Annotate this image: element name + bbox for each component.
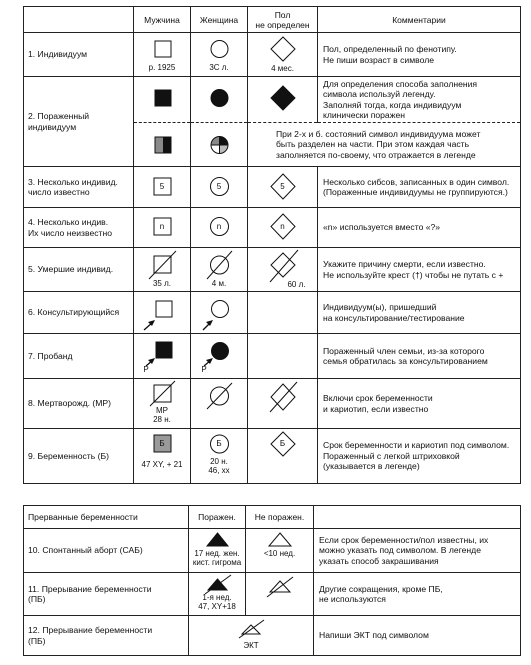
female-symbol-cell [191,167,248,208]
symbol-caption: 1-я нед. 47, XY+18 [198,593,236,611]
quartered-circle-icon [191,123,248,167]
unknown-symbol-cell [248,334,318,379]
row-comment: Другие сокращения, кроме ПБ, не используются [314,573,521,616]
row-comment: При 2-х и б. состояний символ индивидуума может быть разделен на части. При этом каждая часть заполняется по-своему, что отражается в легенде [248,123,521,167]
stillbirth-circle-icon [191,379,248,429]
symbol-letter: Б [279,439,286,448]
unknown-symbol-cell [248,77,318,123]
row-label: 5. Умершие индивид. [24,248,134,292]
filled-circle-icon [191,77,248,123]
header-comments: Комментарии [318,7,521,33]
header-affected: Поражен. [189,506,246,529]
unknown-symbol-cell [248,248,318,292]
proband-letter: P [201,365,207,374]
table-row [24,616,521,656]
unknown-symbol-cell [248,429,318,484]
unknown-symbol-cell [248,33,318,77]
female-symbol-cell [191,248,248,292]
table-row [24,167,521,208]
row-label: 9. Беременность (Б) [24,429,134,484]
affected-symbol-cell [189,573,246,616]
table-row [24,33,521,77]
proband-letter: P [143,365,149,374]
table-row [24,208,521,248]
row-label: 2. Пораженный индивидуум [24,77,134,167]
symbol-count: 5 [216,182,222,191]
unknown-symbol-cell [248,292,318,334]
pregnancy-diamond-icon [248,429,318,484]
unaffected-symbol-cell [246,573,314,616]
row-comment: Если срок беременности/пол известны, их можно указать под символом. В легенде указать способ закрашивания [314,529,521,573]
consultand-square-icon [134,292,191,334]
symbol-caption: МР 28 н. [153,406,171,424]
row-label: 10. Спонтанный аборт (САБ) [24,529,189,573]
terminated-pregnancies-table [23,505,521,656]
male-symbol-cell [134,167,191,208]
male-symbol-cell [134,429,191,484]
row-comment: Пораженный член семьи, из-за которого семья обратилась за консультированием [318,334,521,379]
split-square-icon [134,123,191,167]
stillbirth-diamond-icon [248,379,318,429]
male-symbol-cell [134,379,191,429]
unknown-symbol-cell [248,208,318,248]
male-symbol-cell [134,123,191,167]
ect-symbol-cell [189,616,314,656]
row-label: 6. Консультирующийся [24,292,134,334]
table-row [24,529,521,573]
symbol-caption: 17 нед. жен. кист. гигрома [192,549,242,567]
row-label: 8. Мертворожд. (МР) [24,379,134,429]
table-row [24,334,521,379]
affected-symbol-cell [189,529,246,573]
row-comment: Напиши ЭКТ под символом [314,616,521,656]
row-comment: «n» используется вместо «?» [318,208,521,248]
row-comment: Индивидуум(ы), пришедший на консультирование/тестирование [318,292,521,334]
row-label: 3. Несколько индивид. число известно [24,167,134,208]
consultand-circle-icon [191,292,248,334]
table-row [24,292,521,334]
symbol-count: n [159,222,165,231]
male-symbol-cell [134,292,191,334]
symbol-caption: 4 м. [211,279,227,288]
unaffected-symbol-cell [246,529,314,573]
header-label [24,7,134,33]
symbol-caption: 35 л. [152,279,171,288]
female-symbol-cell [191,429,248,484]
filled-diamond-icon [248,77,318,123]
row-comment: Для определения способа заполнения символа используй легенду. Заполняй тогда, когда индивидуум клинически поражен [318,77,521,123]
female-symbol-cell [191,334,248,379]
header-male: Мужчина [134,7,191,33]
row-label: 1. Индивидуум [24,33,134,77]
symbol-caption: 4 мес. [271,64,294,73]
header-comments [314,506,521,529]
table-row [24,248,521,292]
female-symbol-cell [191,77,248,123]
table-row [24,573,521,616]
symbol-letter: Б [216,439,222,448]
symbol-letter: Б [159,439,165,448]
male-symbol-cell [134,208,191,248]
symbol-count: n [280,222,285,231]
symbol-caption: 20 н. 46, хх [208,457,230,475]
pedigree-symbols-table [23,6,521,484]
row-comment: Пол, определенный по фенотипу. Не пиши возраст в символе [318,33,521,77]
header-unknown: Пол не определен [248,7,318,33]
symbol-caption: <10 нед. [263,549,296,558]
male-symbol-cell [134,33,191,77]
symbol-caption: 60 л. [287,280,306,289]
row-comment: Укажите причину смерти, если известно. Не используйте крест (†) чтобы не путать с + [318,248,521,292]
row-comment: Включи срок беременности и кариотип, если известно [318,379,521,429]
female-symbol-cell [191,208,248,248]
table-row [24,379,521,429]
unknown-symbol-cell [248,167,318,208]
table-row [24,429,521,484]
row-label: 4. Несколько индив. Их число неизвестно [24,208,134,248]
terminated-triangle-icon [246,573,314,616]
symbol-caption: 47 XY, + 21 [141,460,183,469]
male-symbol-cell [134,248,191,292]
table-row [24,77,521,123]
header-unaffected: Не поражен. [246,506,314,529]
filled-square-icon [134,77,191,123]
male-symbol-cell [134,77,191,123]
row-label: 11. Прерывание беременности (ПБ) [24,573,189,616]
pregnancy-square-icon [134,429,191,484]
row-label: 12. Прерывание беременности (ПБ) [24,616,189,656]
female-symbol-cell [191,292,248,334]
symbol-caption: р. 1925 [148,63,176,72]
header-female: Женщина [191,7,248,33]
symbol-count: 5 [159,182,165,191]
ectopic-triangle-icon [189,616,314,656]
unknown-symbol-cell [248,379,318,429]
row-comment: Срок беременности и кариотип под символом. Пораженный с легкой штриховкой (указывается в легенде) [318,429,521,484]
female-symbol-cell [191,379,248,429]
symbol-caption: 3С л. [209,63,229,72]
symbol-count: 5 [280,182,285,191]
row-comment: Несколько сибсов, записанных в один символ. (Пораженные индивидуумы не группируются.) [318,167,521,208]
female-symbol-cell [191,33,248,77]
symbol-caption: ЭКТ [243,641,259,650]
female-symbol-cell [191,123,248,167]
header-terminated: Прерванные беременности [24,506,189,529]
row-label: 7. Пробанд [24,334,134,379]
symbol-count: n [216,222,222,231]
